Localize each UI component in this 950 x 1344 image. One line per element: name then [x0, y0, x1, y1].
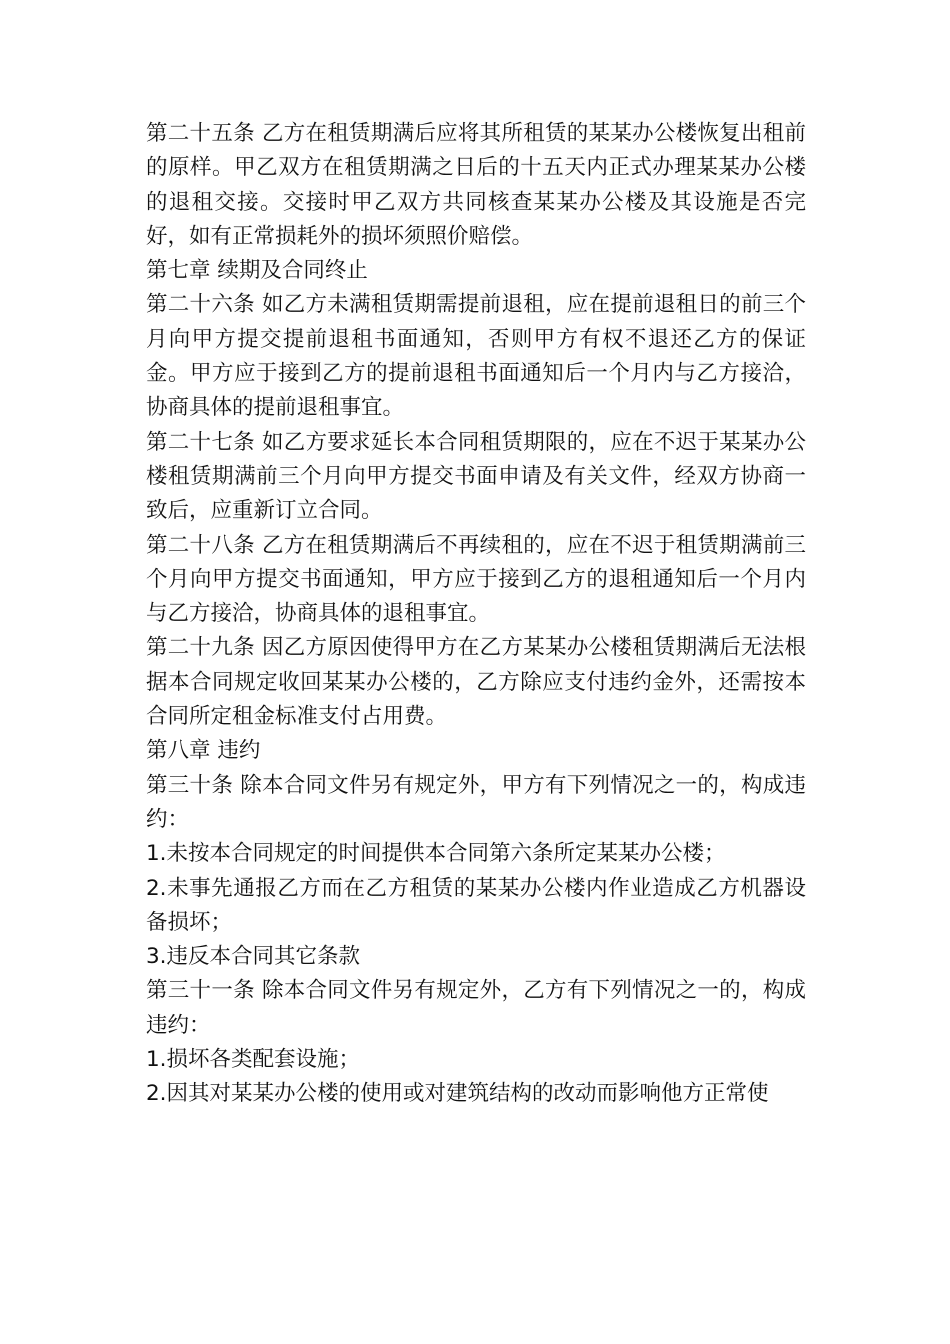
chapter-7-heading: 第七章 续期及合同终止 — [146, 258, 368, 284]
article-31-item-2: 2.因其对某某办公楼的使用或对建筑结构的改动而影响他方正常使 — [146, 1081, 769, 1107]
chapter-8-heading: 第八章 违约 — [146, 738, 261, 764]
article-31: 第三十一条 除本合同文件另有规定外，乙方有下列情况之一的，构成违约： — [146, 978, 806, 1038]
article-28: 第二十八条 乙方在租赁期满后不再续租的，应在不迟于租赁期满前三个月向甲方提交书面通知，甲方应于接到乙方的退租通知后一个月内与乙方接洽，协商具体的退租事宜。 — [146, 532, 806, 627]
article-30: 第三十条 除本合同文件另有规定外，甲方有下列情况之一的，构成违约： — [146, 772, 806, 832]
article-31-item-1: 1.损坏各类配套设施； — [146, 1047, 361, 1073]
article-27: 第二十七条 如乙方要求延长本合同租赁期限的，应在不迟于某某办公楼租赁期满前三个月向甲方提交书面申请及有关文件，经双方协商一致后，应重新订立合同。 — [146, 429, 806, 524]
article-25: 第二十五条 乙方在租赁期满后应将其所租赁的某某办公楼恢复出租前的原样。甲乙双方在租赁期满之日后的十五天内正式办理某某办公楼的退租交接。交接时甲乙双方共同核查某某办公楼及其设施是否完好，如有正常损耗外的损坏须照价赔偿。 — [146, 121, 806, 249]
article-26: 第二十六条 如乙方未满租赁期需提前退租，应在提前退租日的前三个月向甲方提交提前退租书面通知，否则甲方有权不退还乙方的保证金。甲方应于接到乙方的提前退租书面通知后一个月内与乙方接洽，协商具体的提前退租事宜。 — [146, 292, 806, 421]
article-30-item-1: 1.未按本合同规定的时间提供本合同第六条所定某某办公楼； — [146, 841, 726, 867]
article-30-item-3: 3.违反本合同其它条款 — [146, 944, 361, 970]
document-body — [146, 117, 806, 1112]
article-29: 第二十九条 因乙方原因使得甲方在乙方某某办公楼租赁期满后无法根据本合同规定收回某某办公楼的，乙方除应支付违约金外，还需按本合同所定租金标准支付占用费。 — [146, 635, 806, 730]
article-30-item-2: 2.未事先通报乙方而在乙方租赁的某某办公楼内作业造成乙方机器设备损坏； — [146, 875, 806, 935]
